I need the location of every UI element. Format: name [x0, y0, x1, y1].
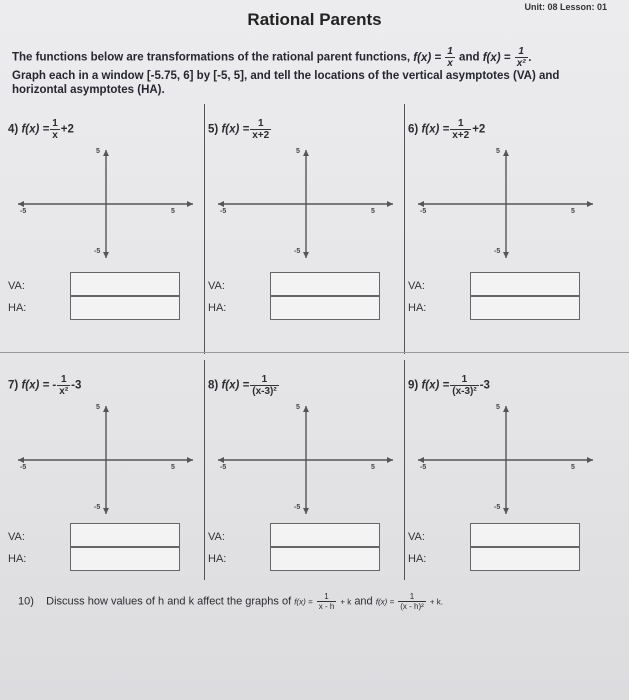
q10-and: and [354, 595, 373, 608]
y-min-tick-label: -5 [494, 504, 501, 511]
ha-label: HA: [8, 302, 27, 314]
x-min-tick-label: -5 [420, 464, 427, 471]
x-arrow-right-icon [587, 201, 593, 207]
x-arrow-right-icon [187, 201, 193, 207]
q10-k2: + k. [429, 597, 443, 607]
ha-answer-box[interactable] [270, 547, 380, 571]
graph-axes-9[interactable] [412, 400, 599, 520]
ha-label: HA: [8, 553, 27, 565]
graph-axes-8[interactable] [212, 400, 399, 520]
va-answer-box[interactable] [270, 272, 380, 296]
parent-f1: f(x) = $\frac{1}{x}$ [413, 46, 453, 69]
x-arrow-left-icon [218, 457, 224, 463]
x-max-tick-label: 5 [171, 208, 175, 215]
question-10 [18, 592, 443, 611]
y-arrow-up-icon [303, 150, 309, 156]
y-arrow-down-icon [103, 252, 109, 258]
ha-answer-box[interactable] [470, 547, 580, 571]
panel-divider [204, 104, 205, 354]
q10-f1: f(x) = [294, 597, 313, 607]
y-min-tick-label: -5 [94, 504, 101, 511]
x-min-tick-label: -5 [420, 208, 427, 215]
y-arrow-down-icon [103, 508, 109, 514]
va-answer-box[interactable] [270, 523, 380, 547]
va-label: VA: [208, 531, 225, 543]
x-min-tick-label: -5 [220, 464, 227, 471]
y-max-tick-label: 5 [496, 148, 500, 155]
problem-5-function: 5) f(x) = $\frac{1}{x+2}$ [208, 118, 270, 141]
y-max-tick-label: 5 [96, 404, 100, 411]
y-min-tick-label: -5 [294, 504, 301, 511]
q10-k1: + k [340, 597, 352, 607]
ha-label: HA: [208, 553, 227, 565]
x-arrow-left-icon [418, 201, 424, 207]
x-arrow-right-icon [587, 457, 593, 463]
va-label: VA: [408, 280, 425, 292]
va-answer-box[interactable] [470, 523, 580, 547]
intro-and: and [459, 51, 480, 64]
intro-line2: Graph each in a window [-5.75, 6] by [-5, 5], and tell the locations of the vertical asymptotes (VA) and [12, 70, 560, 82]
y-max-tick-label: 5 [296, 404, 300, 411]
unit-lesson-label: Unit: 08 Lesson: 01 [524, 2, 607, 12]
x-max-tick-label: 5 [371, 464, 375, 471]
q10-text: Discuss how values of h and k affect the graphs of [46, 595, 292, 608]
x-arrow-right-icon [387, 457, 393, 463]
problem-9-function: 9) f(x) = $\frac{1}{\text{(x-3)²}}$ -3 [408, 374, 490, 397]
panel-divider [404, 360, 405, 580]
va-answer-box[interactable] [70, 523, 180, 547]
y-arrow-down-icon [503, 252, 509, 258]
q10-frac2: $\frac{1}{\text{(x - h)²}}$ [400, 592, 424, 611]
x-arrow-right-icon [187, 457, 193, 463]
ha-label: HA: [408, 553, 427, 565]
y-arrow-up-icon [303, 406, 309, 412]
x-arrow-left-icon [218, 201, 224, 207]
graph-axes-4[interactable] [12, 144, 199, 264]
x-min-tick-label: -5 [20, 464, 27, 471]
ha-label: HA: [208, 302, 227, 314]
y-min-tick-label: -5 [494, 248, 501, 255]
x-max-tick-label: 5 [571, 208, 575, 215]
x-min-tick-label: -5 [220, 208, 227, 215]
y-arrow-down-icon [503, 508, 509, 514]
va-label: VA: [208, 280, 225, 292]
y-arrow-down-icon [303, 508, 309, 514]
y-max-tick-label: 5 [296, 148, 300, 155]
y-max-tick-label: 5 [496, 404, 500, 411]
ha-answer-box[interactable] [270, 296, 380, 320]
va-label: VA: [8, 280, 25, 292]
y-max-tick-label: 5 [96, 148, 100, 155]
x-arrow-left-icon [18, 201, 24, 207]
instructions [12, 46, 612, 97]
ha-answer-box[interactable] [70, 296, 180, 320]
va-label: VA: [408, 531, 425, 543]
panel-divider [204, 360, 205, 580]
va-answer-box[interactable] [470, 272, 580, 296]
ha-answer-box[interactable] [470, 296, 580, 320]
problem-6-function: 6) f(x) = $\frac{1}{x+2}$ +2 [408, 118, 486, 141]
panel-divider [404, 104, 405, 354]
x-max-tick-label: 5 [371, 208, 375, 215]
x-max-tick-label: 5 [571, 464, 575, 471]
intro-line1: The functions below are transformations of the rational parent functions, [12, 51, 411, 64]
graph-axes-7[interactable] [12, 400, 199, 520]
x-arrow-right-icon [387, 201, 393, 207]
x-arrow-left-icon [418, 457, 424, 463]
graph-axes-6[interactable] [412, 144, 599, 264]
intro-line3: horizontal asymptotes (HA). [12, 84, 165, 96]
page-title: Rational Parents [247, 10, 382, 29]
va-label: VA: [8, 531, 25, 543]
q10-f2: f(x) = [375, 597, 395, 607]
problem-7-function: 7) f(x) = - $\frac{1}{\text{x²}}$ -3 [8, 374, 82, 397]
ha-label: HA: [408, 302, 427, 314]
y-arrow-up-icon [503, 406, 509, 412]
y-arrow-down-icon [303, 252, 309, 258]
y-arrow-up-icon [503, 150, 509, 156]
graph-axes-5[interactable] [212, 144, 399, 264]
problem-4-function: 4) f(x) = $\frac{1}{x}$ +2 [8, 118, 74, 141]
x-arrow-left-icon [18, 457, 24, 463]
x-max-tick-label: 5 [171, 464, 175, 471]
ha-answer-box[interactable] [70, 547, 180, 571]
problem-8-function: 8) f(x) = $\frac{1}{\text{(x-3)²}}$ [208, 374, 277, 397]
q10-frac1: $\frac{1}{x - h}$ [318, 592, 335, 611]
x-min-tick-label: -5 [20, 208, 27, 215]
y-arrow-up-icon [103, 406, 109, 412]
va-answer-box[interactable] [70, 272, 180, 296]
y-arrow-up-icon [103, 150, 109, 156]
row-divider [0, 352, 629, 353]
y-min-tick-label: -5 [294, 248, 301, 255]
q10-number: 10) [18, 595, 34, 608]
y-min-tick-label: -5 [94, 248, 101, 255]
parent-f2: f(x) = $\frac{1}{\text{x²}}$ . [482, 46, 532, 69]
